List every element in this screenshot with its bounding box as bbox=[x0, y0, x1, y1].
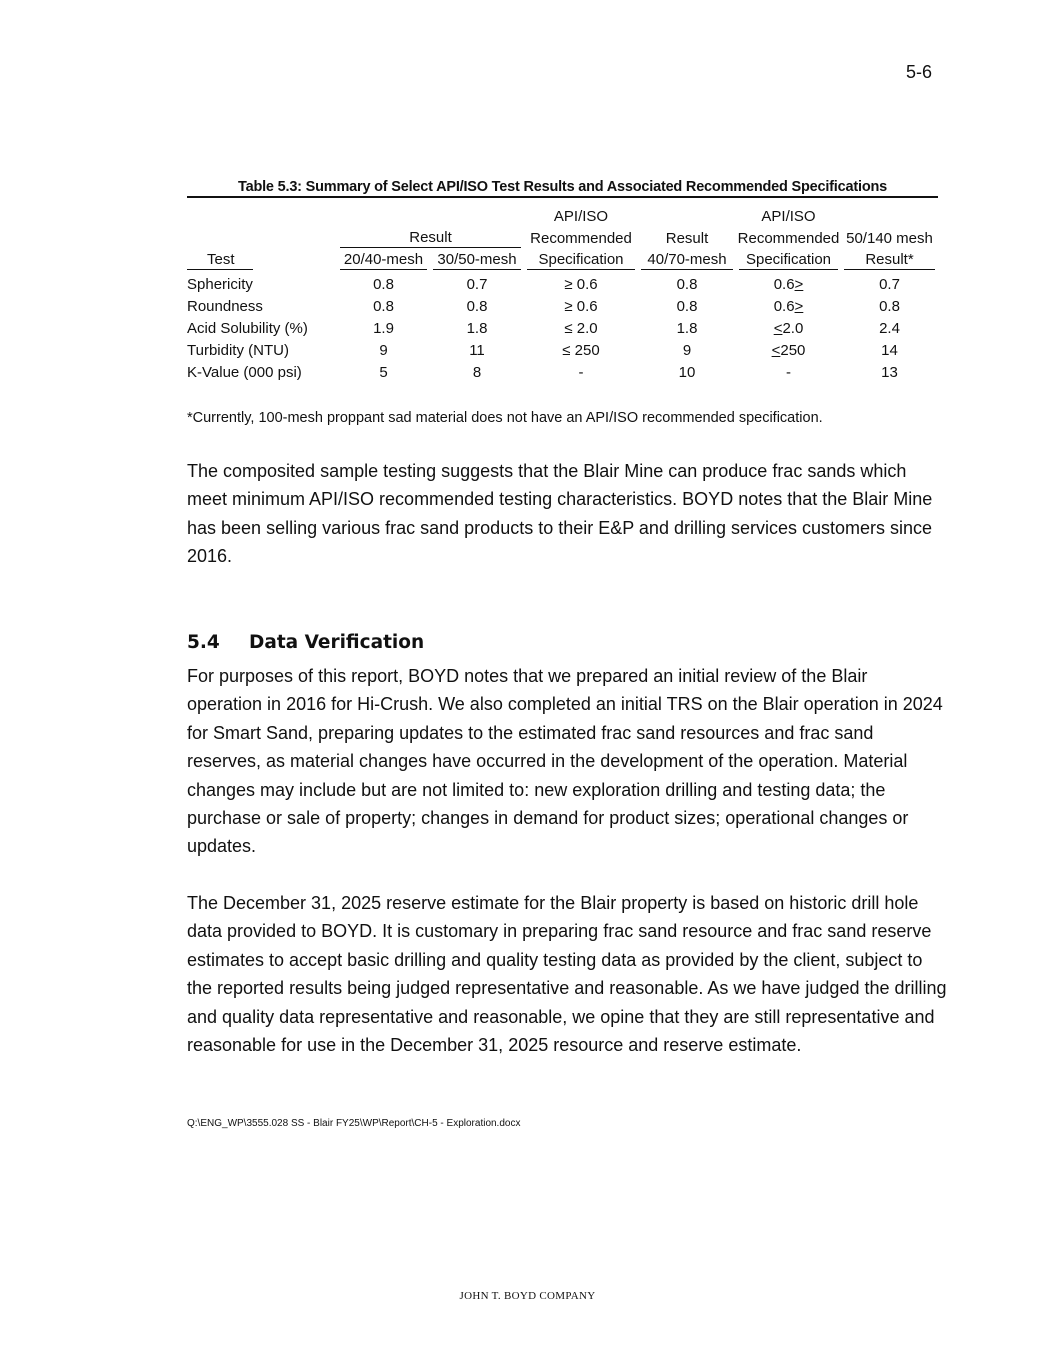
spec-suffix: 250 bbox=[780, 341, 806, 359]
table-row bbox=[187, 295, 938, 317]
cell-r2040: 0.8 bbox=[373, 297, 394, 315]
cell-r50140: 0.7 bbox=[879, 275, 900, 293]
table-row bbox=[187, 339, 938, 361]
header-cell: Specification bbox=[739, 250, 838, 270]
spec-prefix: - bbox=[786, 363, 791, 381]
header-row-2 bbox=[187, 227, 938, 249]
cell-test: Turbidity (NTU) bbox=[187, 341, 289, 359]
cell-r50140: 0.8 bbox=[879, 297, 900, 315]
test-results-table bbox=[187, 205, 938, 383]
cell-spec2 bbox=[736, 295, 841, 317]
section-heading bbox=[187, 632, 424, 653]
header-cell: API/ISO bbox=[553, 207, 609, 225]
cell-r2040: 1.9 bbox=[373, 319, 394, 337]
page-number: 5-6 bbox=[905, 62, 932, 82]
header-cell: 30/50-mesh bbox=[433, 250, 521, 270]
header-row-1 bbox=[187, 205, 938, 227]
table-row bbox=[187, 317, 938, 339]
spec-prefix: 0.6 bbox=[773, 275, 795, 293]
cell-test: Sphericity bbox=[187, 275, 253, 293]
cell-r2040: 9 bbox=[379, 341, 388, 359]
cell-test: K-Value (000 psi) bbox=[187, 363, 302, 381]
cell-r2040: 0.8 bbox=[373, 275, 394, 293]
spec-suffix: 2.0 bbox=[782, 319, 804, 337]
section-number: 5.4 bbox=[187, 632, 220, 653]
spec-operator: < bbox=[773, 319, 783, 337]
table-row bbox=[187, 273, 938, 295]
header-cell: 50/140 mesh bbox=[846, 229, 933, 247]
cell-spec2 bbox=[736, 317, 841, 339]
header-cell: Recommended bbox=[737, 229, 840, 247]
cell-r4070: 0.8 bbox=[676, 297, 698, 315]
table-footnote: *Currently, 100-mesh proppant sad material does not have an API/ISO recommended specification. bbox=[187, 410, 823, 426]
cell-r3050: 11 bbox=[469, 341, 485, 359]
footer-company: JOHN T. BOYD COMPANY bbox=[459, 1290, 596, 1302]
cell-r2040: 5 bbox=[379, 363, 388, 381]
paragraph: The composited sample testing suggests that the Blair Mine can produce frac sands which meet minimum API/ISO recommended testing characteristics. BOYD notes that the Blair Mine has been selling various frac sand products to their E&P and drilling services customers since 2016. bbox=[187, 461, 933, 567]
cell-r3050: 0.7 bbox=[466, 275, 488, 293]
file-path: Q:\ENG_WP\3555.028 SS - Blair FY25\WP\Report\CH-5 - Exploration.docx bbox=[187, 1118, 521, 1129]
spec-prefix: 0.6 bbox=[773, 297, 795, 315]
header-cell: Specification bbox=[527, 250, 635, 270]
cell-r50140: 14 bbox=[881, 341, 898, 359]
cell-spec1: ≥ 0.6 bbox=[564, 275, 598, 293]
cell-spec1: ≥ 0.6 bbox=[564, 297, 598, 315]
header-cell: Result* bbox=[844, 250, 935, 270]
header-cell: 40/70-mesh bbox=[641, 250, 733, 270]
cell-r3050: 8 bbox=[472, 363, 482, 381]
cell-test: Roundness bbox=[187, 297, 263, 315]
table-caption: Table 5.3: Summary of Select API/ISO Test Results and Associated Recommended Specifications bbox=[187, 179, 938, 198]
cell-r4070: 1.8 bbox=[676, 319, 698, 337]
cell-spec2 bbox=[736, 273, 841, 295]
cell-r50140: 13 bbox=[881, 363, 898, 381]
header-cell: API/ISO bbox=[761, 207, 816, 225]
spec-operator: < bbox=[771, 341, 781, 359]
paragraph: For purposes of this report, BOYD notes that we prepared an initial review of the Blair operation in 2016 for Hi-Crush. We also completed an initial TRS on the Blair operation in 2024 for Smart Sand, preparing updates to the estimated frac sand resources and frac sand reserves, as material changes have occurred in the development of the operation. Material changes may include but are not limited to: new exploration drilling and testing data; the purchase or sale of property; changes in demand for product sizes; operational changes or updates. bbox=[187, 666, 943, 857]
cell-r3050: 1.8 bbox=[466, 319, 488, 337]
header-cell: Result bbox=[665, 229, 709, 247]
spec-operator: > bbox=[794, 275, 804, 293]
header-cell: Test bbox=[187, 250, 253, 270]
spec-operator: > bbox=[794, 297, 804, 315]
cell-r3050: 0.8 bbox=[466, 297, 488, 315]
header-cell: Result bbox=[340, 228, 521, 248]
paragraph: The December 31, 2025 reserve estimate for the Blair property is based on historic drill hole data provided to BOYD. It is customary in preparing frac sand resource and frac sand reserve estimates to accept basic drilling and quality testing data as provided by the client, subject to the reported results being judged representative and reasonable. As we have judged the drilling and quality data representative and reasonable, we opine that they are still representative and reasonable for use in the December 31, 2025 resource and reserve estimate. bbox=[187, 893, 947, 1056]
cell-spec1: ≤ 250 bbox=[562, 341, 600, 359]
cell-r4070: 9 bbox=[682, 341, 692, 359]
cell-spec2 bbox=[736, 339, 841, 361]
cell-r4070: 0.8 bbox=[676, 275, 698, 293]
header-cell: 20/40-mesh bbox=[340, 250, 427, 270]
section-title: Data Verification bbox=[249, 632, 425, 653]
cell-r50140: 2.4 bbox=[879, 319, 900, 337]
table-row bbox=[187, 361, 938, 383]
cell-spec1: - bbox=[578, 363, 584, 381]
cell-spec1: ≤ 2.0 bbox=[564, 319, 598, 337]
cell-r4070: 10 bbox=[678, 363, 696, 381]
header-row-3 bbox=[187, 249, 938, 271]
cell-test: Acid Solubility (%) bbox=[187, 319, 308, 337]
header-cell: Recommended bbox=[530, 229, 632, 247]
cell-spec2 bbox=[736, 361, 841, 383]
